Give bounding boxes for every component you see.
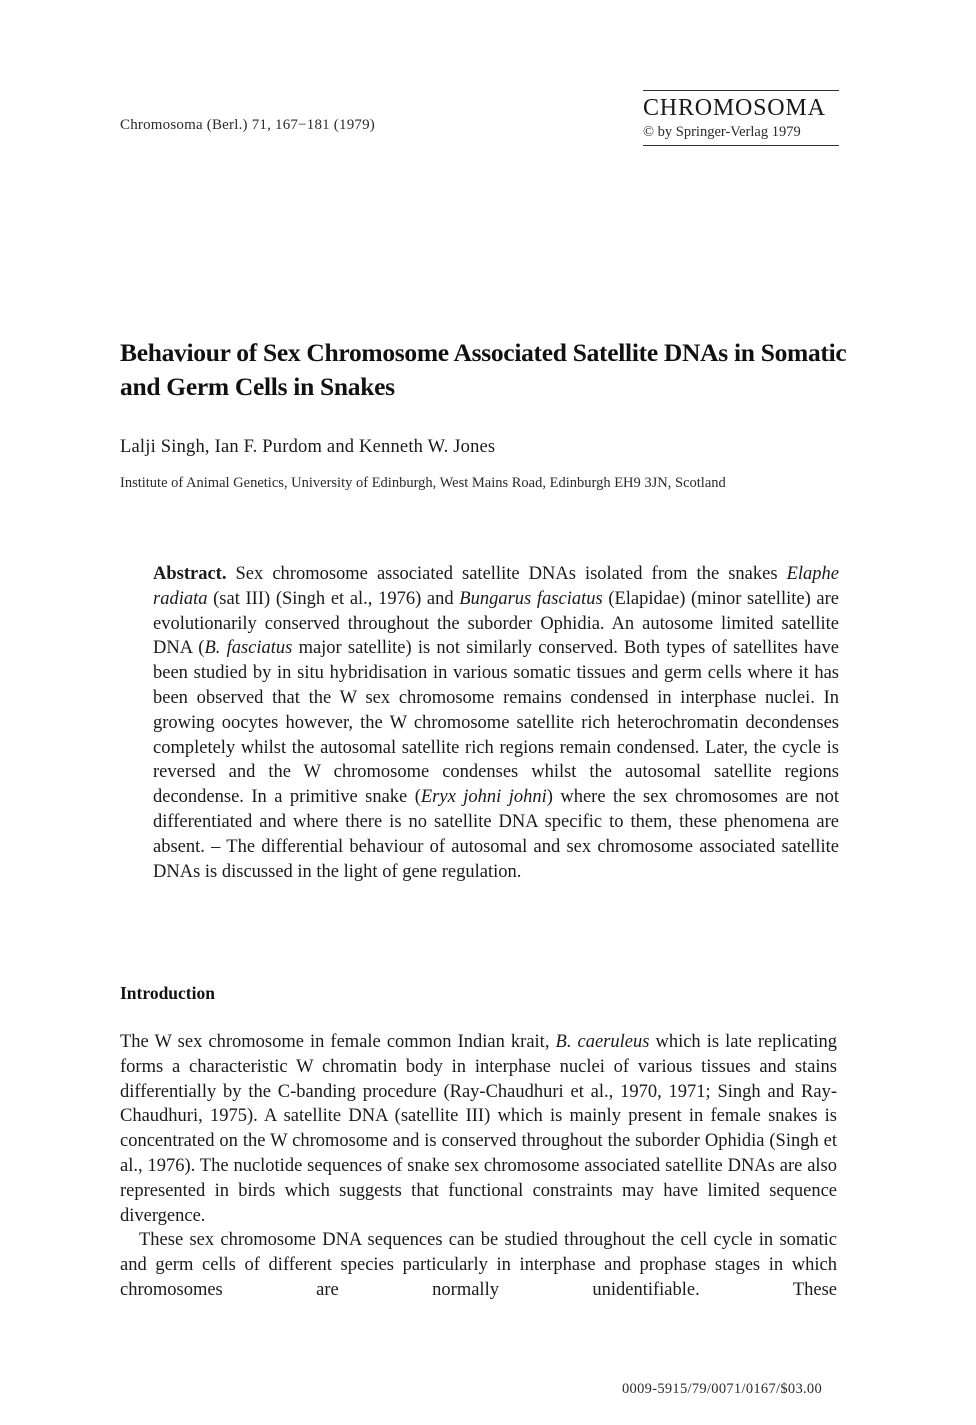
- paper-title: Behaviour of Sex Chromosome Associated Satellite DNAs in Somatic and Germ Cells in Snakes: [120, 338, 847, 401]
- author-affiliation: Institute of Animal Genetics, University of Edinburgh, West Mains Road, Edinburgh EH9 3JN, Scotland: [120, 475, 726, 491]
- paragraph-text: The W sex chromosome in female common Indian krait,: [120, 1032, 556, 1052]
- species-name: Elaphe radiata: [153, 564, 839, 609]
- abstract-text: ) where the sex chromosomes are not differentiated and where there is no satellite DNA specific to them, these phenomena are absent. – The differential behaviour of autosomal and sex chromosome associated satellite DNAs is discussed in the light of gene regulation.: [153, 787, 839, 882]
- introduction-body: [120, 1030, 837, 1303]
- paragraph: These sex chromosome DNA sequences can be studied throughout the cell cycle in somatic and germ cells of different species particularly in interphase and prophase stages in which chromosomes are normally unidentifiable. These: [120, 1230, 837, 1300]
- abstract: [153, 562, 839, 884]
- paragraph-text: which is late replicating forms a characteristic W chromatin body in interphase nuclei of various tissues and stains differentially by the C-banding procedure (Ray-Chaudhuri et al., 1970, 1971; Singh and Ray-Chaudhuri, 1975). A satellite DNA (satellite III) which is mainly present in female snakes is concentrated on the W chromosome and is conserved throughout the suborder Ophidia (Singh et al., 1976). The nuclotide sequences of snake sex chromosome associated satellite DNAs are also represented in birds which suggests that functional constraints may have limited sequence divergence.: [120, 1032, 837, 1226]
- journal-citation: Chromosoma (Berl.) 71, 167−181 (1979): [120, 117, 375, 133]
- paragraph: [120, 1030, 837, 1228]
- species-name: B. caeruleus: [555, 1032, 650, 1052]
- abstract-text: major satellite) is not similarly conserved. Both types of satellites have been studied by in situ hybridisation in various somatic tissues and germ cells where it has been observed that the W sex chromosome remains condensed in interphase nuclei. In growing oocytes however, the W chromosome satellite rich heterochromatin decondenses completely whilst the autosomal satellite rich regions remain condensed. Later, the cycle is reversed and the W chromosome condenses whilst the autosomal satellite regions decondense. In a primitive snake (: [153, 638, 839, 808]
- species-name: Eryx johni johni: [420, 787, 547, 808]
- author-list: Lalji Singh, Ian F. Purdom and Kenneth W. Jones: [120, 437, 496, 457]
- species-name: B. fasciatus: [204, 638, 293, 659]
- copyright-notice: © by Springer-Verlag 1979: [643, 124, 801, 140]
- abstract-label: Abstract.: [153, 564, 227, 584]
- abstract-text: (sat III) (Singh et al., 1976) and: [207, 588, 460, 609]
- journal-masthead: [643, 90, 839, 146]
- journal-name: CHROMOSOMA: [643, 95, 826, 121]
- section-heading-introduction: Introduction: [120, 983, 215, 1003]
- abstract-text: Sex chromosome associated satellite DNAs isolated from the snakes: [226, 564, 787, 584]
- abstract-text: (Elapidae) (minor satellite) are evolutionarily conserved throughout the suborder Ophidia. An autosome limited satellite DNA (: [153, 588, 839, 659]
- article-code: 0009-5915/79/0071/0167/$03.00: [622, 1381, 823, 1397]
- species-name: Bungarus fasciatus: [459, 588, 603, 609]
